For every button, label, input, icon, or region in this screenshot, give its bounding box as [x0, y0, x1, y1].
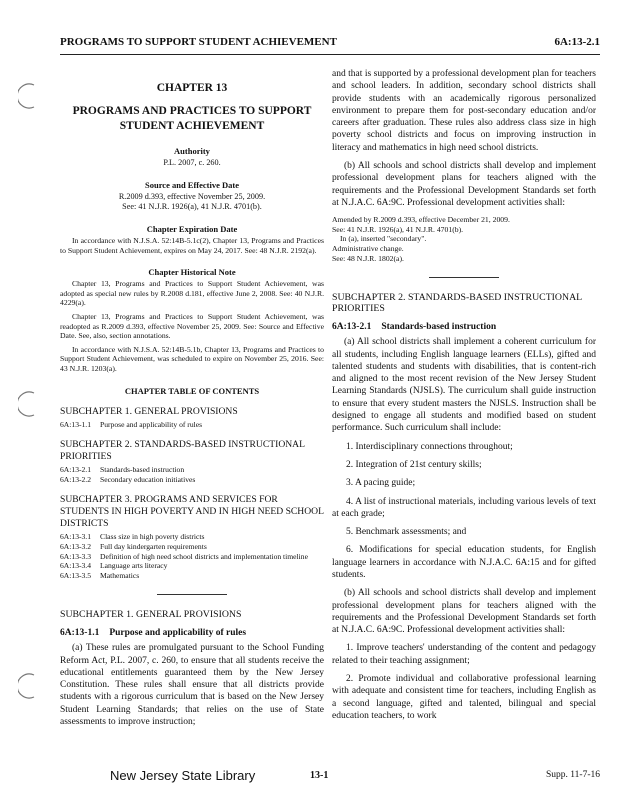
continued-paragraph: and that is supported by a professional development plan for teachers and school leaders. In addition, secondary school districts shall provide students with an academically rigorous personalized environment to prepare them for post-secondary education and/or careers after graduation. These rules also address class size in high poverty school districts and focus on improving instruction in literacy and mathematics in high need school districts.	[332, 69, 596, 153]
para-b: (b) All schools and school districts shall develop and implement professional development plans for teachers aligned with the requirements and the Professional Development Standards set forth at N.J.A.C. 6A:9C. Professional development activities shall:	[332, 161, 596, 208]
history-para-2: Chapter 13, Programs and Practices to Support Student Achievement, was readopted as R.2009 d.393, effective November 25, 2009. See: Source and Effective Date. See, also, section annotations.	[60, 311, 324, 341]
header-rule	[60, 54, 600, 55]
toc-list-2	[60, 465, 324, 484]
history-para-1: Chapter 13, Programs and Practices to Support Student Achievement, was adopted as special new rules by R.2008 d.181, effective June 2, 2008. See: 40 N.J.R. 4229(a).	[60, 279, 324, 308]
section-para-b: (b) All schools and school districts shall develop and implement professional development plans for teachers aligned with the requirements and the Professional Development Standards set forth at N.J.A.C. 6A:9C. Professional development activities shall:	[332, 588, 596, 636]
header-title: PROGRAMS TO SUPPORT STUDENT ACHIEVEMENT	[60, 36, 337, 48]
list-item: 1. Improve teachers' understanding of the content and pedagogy related to their teaching assignment;	[332, 643, 596, 666]
toc-entry	[60, 571, 324, 581]
toc-subchapter-3: SUBCHAPTER 3. PROGRAMS AND SERVICES FOR STUDENTS IN HIGH POVERTY AND IN HIGH NEED SCHOOL DISTRICTS	[60, 494, 324, 530]
toc-subchapter-2: SUBCHAPTER 2. STANDARDS-BASED INSTRUCTIONAL PRIORITIES	[60, 439, 305, 463]
list-item: 3. A pacing guide;	[346, 478, 416, 489]
toc-entry-number: 6A:13-3.2	[60, 541, 92, 551]
source-heading: Source and Effective Date	[144, 180, 240, 190]
item-list-a	[332, 441, 596, 582]
amendment-note-4: Administrative change.	[332, 244, 404, 254]
authority-heading: Authority	[174, 146, 210, 156]
toc-entry-number: 6A:13-2.1	[60, 465, 92, 475]
amendment-note-5: See: 48 N.J.R. 1802(a).	[332, 253, 404, 263]
toc-entry-title: Full day kindergarten requirements	[100, 541, 207, 551]
library-name: New Jersey State Library	[110, 768, 256, 783]
running-header	[60, 36, 600, 54]
list-item: 4. A list of instructional materials, including various levels of text at each grade;	[332, 496, 596, 519]
toc-entry-number: 6A:13-1.1	[60, 419, 92, 429]
section-title: Standards-based instruction	[381, 322, 497, 333]
subchapter-1-heading: SUBCHAPTER 1. GENERAL PROVISIONS	[60, 609, 242, 621]
toc-entry-title: Mathematics	[100, 570, 140, 580]
section-para-a: (a) These rules are promulgated pursuant to the School Funding Reform Act, P.L. 2007, c. 260, to ensure that all students receive the educational entitlements guaranteed them by the New Jersey Constitution. These rules shall ensure that all districts provide students with a rigorous curriculum that is based on the New Jersey Student Learning Standards; that relies on the use of State assessments to improve instruction;	[60, 643, 324, 728]
section-divider	[429, 277, 499, 278]
amendment-note-1: Amended by R.2009 d.393, effective December 21, 2009.	[332, 215, 510, 225]
toc-entry-title: Language arts literacy	[100, 561, 168, 571]
history-heading: Chapter Historical Note	[148, 267, 236, 278]
toc-entry-title: Purpose and applicability of rules	[100, 419, 203, 429]
source-text-2: See: 41 N.J.R. 1926(a), 41 N.J.R. 4701(b).	[122, 202, 262, 211]
toc-heading: CHAPTER TABLE OF CONTENTS	[124, 385, 260, 396]
toc-entry-title: Definition of high need school districts and implementation timeline	[100, 551, 308, 561]
page-number: 13-1	[310, 770, 329, 781]
toc-entry-title: Class size in high poverty districts	[100, 532, 205, 542]
toc-entry-title: Secondary education initiatives	[100, 474, 196, 484]
section-heading	[332, 322, 596, 332]
toc-entry-number: 6A:13-3.5	[60, 570, 92, 580]
toc-entry-number: 6A:13-2.2	[60, 474, 92, 484]
subchapter-2-heading: SUBCHAPTER 2. STANDARDS-BASED INSTRUCTIONAL PRIORITIES	[332, 292, 582, 315]
expiration-heading: Chapter Expiration Date	[146, 224, 238, 234]
toc-entry	[60, 561, 324, 571]
toc-subchapter-1: SUBCHAPTER 1. GENERAL PROVISIONS	[60, 405, 238, 417]
chapter-number: CHAPTER 13	[156, 82, 228, 94]
list-item: 1. Interdisciplinary connections throughout;	[346, 441, 513, 452]
toc-entry	[60, 542, 324, 552]
expiration-text: In accordance with N.J.S.A. 52:14B-5.1c(2), Chapter 13, Programs and Practices to Support Student Achievement, expires on May 24, 2017. See: 48 N.J.R. 2192(a).	[60, 236, 324, 255]
supplement-date: Supp. 11-7-16	[545, 770, 600, 780]
page-footer	[110, 770, 600, 788]
chapter-title: PROGRAMS AND PRACTICES TO SUPPORT STUDENT ACHIEVEMENT	[72, 105, 312, 132]
punch-hole-icon	[18, 672, 40, 700]
section-para-a: (a) All school districts shall implement a coherent curriculum for all students, including English language learners (ELLs), gifted and talented students and students with disabilities, that is content-rich and aligned to the most recent revision of the New Jersey Student Learning Standards (NJSLS). The curriculum shall guide instruction to ensure that every student masters the NJSLS. Instruction shall be designed to engage all students and modified based on student performance. Such curriculum shall include:	[332, 337, 596, 434]
list-item: 5. Benchmark assessments; and	[346, 527, 467, 538]
punch-hole-icon	[18, 82, 40, 110]
punch-hole-icon	[18, 390, 40, 418]
header-section: 6A:13-2.1	[554, 36, 600, 48]
authority-text: P.L. 2007, c. 260.	[163, 158, 221, 167]
toc-entry	[60, 465, 324, 475]
list-item: 2. Integration of 21st century skills;	[346, 459, 482, 470]
section-number: 6A:13-2.1	[332, 322, 372, 333]
amendment-note-3: In (a), inserted "secondary".	[340, 234, 427, 244]
toc-entry	[60, 552, 324, 562]
section-number: 6A:13-1.1	[60, 628, 100, 639]
item-list-b	[332, 642, 596, 722]
toc-entry	[60, 475, 324, 485]
toc-entry-number: 6A:13-3.3	[60, 551, 92, 561]
toc-list-1	[60, 420, 324, 430]
section-title: Purpose and applicability of rules	[109, 628, 247, 639]
section-heading	[60, 628, 324, 638]
history-para-3: In accordance with N.J.S.A. 52:14B-5.1b, Chapter 13, Programs and Practices to Support Student Achievement, was scheduled to expire on November 25, 2016. See: 43 N.J.R. 1203(a).	[60, 344, 324, 373]
amendment-note-2: See: 41 N.J.R. 1926(a), 41 N.J.R. 4701(b).	[332, 224, 464, 234]
toc-entry	[60, 532, 324, 542]
left-column	[60, 68, 324, 734]
list-item: 2. Promote individual and collaborative professional learning with adequate and consistent time for teachers, including English as a second language, gifted and talented, bilingual and special education teachers, to work	[332, 674, 596, 721]
source-text-1: R.2009 d.393, effective November 25, 2009.	[118, 192, 266, 201]
toc-entry-number: 6A:13-3.4	[60, 561, 92, 571]
toc-list-3	[60, 532, 324, 580]
section-divider	[157, 594, 227, 595]
right-column	[332, 68, 596, 728]
toc-entry	[60, 420, 324, 430]
list-item: 6. Modifications for special education students, for English language learners in accordance with N.J.A.C. 6A:15 and for gifted students.	[332, 545, 596, 580]
toc-entry-title: Standards-based instruction	[100, 465, 185, 475]
toc-entry-number: 6A:13-3.1	[60, 532, 92, 542]
